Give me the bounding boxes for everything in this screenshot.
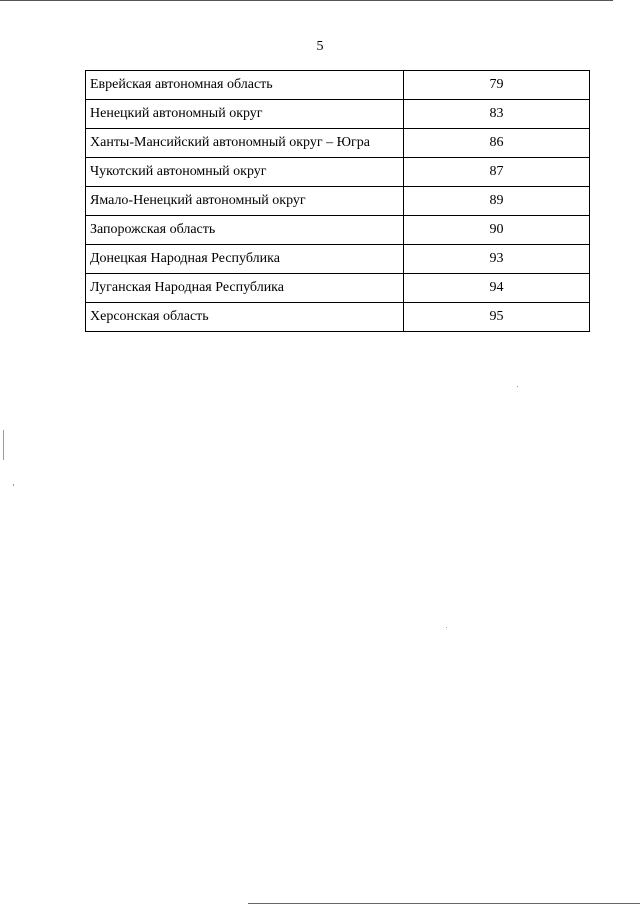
region-name-cell: Еврейская автономная область — [86, 71, 404, 100]
scan-artifact — [13, 484, 14, 486]
region-name-cell: Херсонская область — [86, 303, 404, 332]
table-row — [86, 303, 590, 332]
bottom-border-line — [248, 903, 640, 904]
region-code-cell: 95 — [404, 303, 590, 332]
scan-artifact — [446, 627, 447, 628]
region-name-cell: Донецкая Народная Республика — [86, 245, 404, 274]
region-name-cell: Чукотский автономный округ — [86, 158, 404, 187]
page-number: 5 — [316, 39, 324, 54]
scan-artifact — [517, 386, 518, 387]
region-code-cell: 90 — [404, 216, 590, 245]
table-row — [86, 274, 590, 303]
table-row — [86, 129, 590, 158]
region-name-cell: Луганская Народная Республика — [86, 274, 404, 303]
region-name-cell: Ненецкий автономный округ — [86, 100, 404, 129]
region-name-cell: Запорожская область — [86, 216, 404, 245]
table-row — [86, 245, 590, 274]
table-row — [86, 216, 590, 245]
scan-artifact — [3, 430, 4, 460]
region-code-cell: 94 — [404, 274, 590, 303]
region-code-cell: 79 — [404, 71, 590, 100]
region-name-cell: Ханты-Мансийский автономный округ – Югра — [86, 129, 404, 158]
table-row — [86, 158, 590, 187]
region-code-cell: 93 — [404, 245, 590, 274]
top-border-line — [0, 0, 613, 1]
table-row — [86, 100, 590, 129]
table-row — [86, 71, 590, 100]
region-code-cell: 89 — [404, 187, 590, 216]
region-code-cell: 87 — [404, 158, 590, 187]
region-code-cell: 83 — [404, 100, 590, 129]
region-code-cell: 86 — [404, 129, 590, 158]
region-name-cell: Ямало-Ненецкий автономный округ — [86, 187, 404, 216]
table-row — [86, 187, 590, 216]
region-code-table — [85, 70, 590, 332]
